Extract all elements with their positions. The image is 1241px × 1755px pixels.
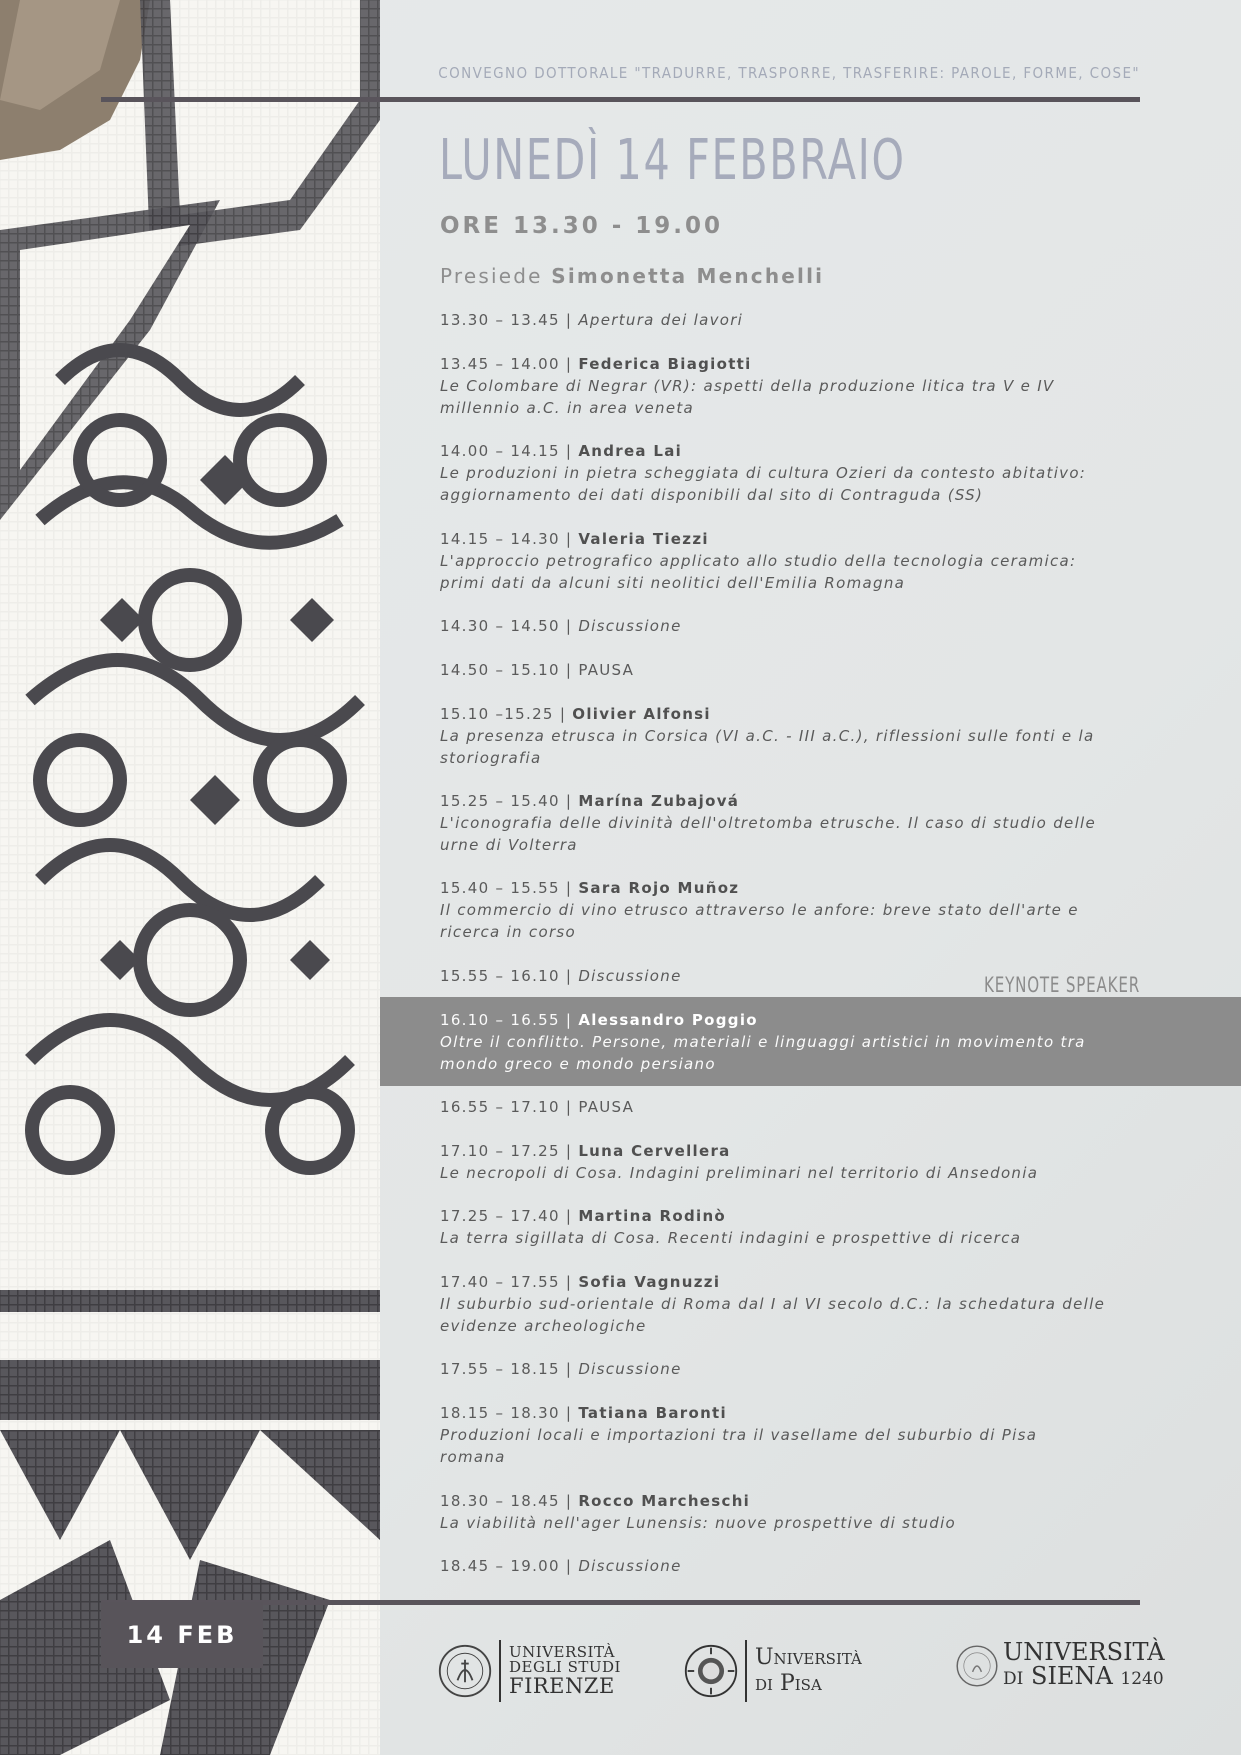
entry-title-line2: evidenze archeologiche <box>440 1317 647 1335</box>
entry-title-line2: urne di Volterra <box>440 836 578 854</box>
program-entry <box>440 1271 1140 1337</box>
program-entry <box>440 353 1140 419</box>
program-entry <box>440 440 1140 506</box>
entry-label: Discussione <box>578 1360 682 1378</box>
siena-seal-icon <box>955 1644 999 1688</box>
entry-title-line1: Le produzioni in pietra scheggiata di cultura Ozieri da contesto abitativo: <box>440 464 1087 482</box>
entry-time: 18.45 – 19.00 | <box>440 1557 573 1575</box>
conference-title: CONVEGNO DOTTORALE "TRADURRE, TRASPORRE, TRASFERIRE: PAROLE, FORME, COSE" <box>438 64 1140 82</box>
entry-time: 17.40 – 17.55 | <box>440 1273 573 1291</box>
siena-line2: SIENA <box>1031 1662 1113 1690</box>
program-entry <box>440 1555 1140 1577</box>
entry-speaker: Tatiana Baronti <box>578 1404 727 1422</box>
entry-time: 15.10 –15.25 | <box>440 705 567 723</box>
entry-speaker: Marína Zubajová <box>578 792 740 810</box>
firenze-line3: FIRENZE <box>509 1674 615 1698</box>
entry-title-line1: Il suburbio sud-orientale di Roma dal I al VI secolo d.C.: la schedatura delle <box>440 1295 1106 1313</box>
entry-title-line1: Le necropoli di Cosa. Indagini preliminari nel territorio di Ansedonia <box>440 1164 1039 1182</box>
entry-time: 16.10 – 16.55 | <box>440 1011 573 1029</box>
entry-speaker: Sofia Vagnuzzi <box>578 1273 721 1291</box>
entry-time: 14.50 – 15.10 | <box>440 661 573 679</box>
entry-label: Discussione <box>578 617 682 635</box>
entry-title-line1: L'approccio petrografico applicato allo studio della tecnologia ceramica: <box>440 552 1077 570</box>
program-entry <box>440 1490 1140 1534</box>
program-entry <box>440 309 1140 331</box>
session-chair <box>440 264 824 288</box>
entry-title-line2: aggiornamento dei dati disponibili dal sito di Contraguda (SS) <box>440 486 984 504</box>
keynote-label: KEYNOTE SPEAKER <box>983 973 1140 997</box>
entry-speaker: Andrea Lai <box>578 442 683 460</box>
program-entry <box>440 790 1140 856</box>
top-divider <box>101 97 1140 102</box>
entry-speaker: Luna Cervellera <box>578 1142 731 1160</box>
program-entry <box>440 703 1140 769</box>
program-entry <box>440 1402 1140 1468</box>
firenze-seal-icon <box>437 1643 493 1699</box>
entry-time: 17.25 – 17.40 | <box>440 1207 573 1225</box>
entry-speaker: Alessandro Poggio <box>578 1011 758 1029</box>
logo-universita-pisa <box>683 1640 862 1702</box>
logo-universita-firenze <box>437 1640 621 1702</box>
program-entry <box>440 1096 1140 1118</box>
siena-year: 1240 <box>1120 1669 1164 1689</box>
entry-label: Apertura dei lavori <box>578 311 744 329</box>
entry-label: Discussione <box>578 1557 682 1575</box>
logo-divider <box>499 1640 501 1702</box>
entry-title-line1: Oltre il conflitto. Persone, materiali e linguaggi artistici in movimento tra <box>440 1033 1086 1051</box>
logo-divider <box>745 1640 747 1702</box>
entry-time: 13.45 – 14.00 | <box>440 355 573 373</box>
program-entry <box>440 659 1140 681</box>
date-badge: 14 FEB <box>101 1602 263 1668</box>
firenze-line1: UNIVERSITÀ <box>509 1643 615 1661</box>
entry-time: 16.55 – 17.10 | <box>440 1098 573 1116</box>
entry-time: 14.00 – 14.15 | <box>440 442 573 460</box>
day-title: LUNEDÌ 14 FEBBRAIO <box>439 128 906 193</box>
entry-time: 15.25 – 15.40 | <box>440 792 573 810</box>
firenze-line2: DEGLI STUDI <box>509 1658 621 1676</box>
entry-title-line2: primi dati da alcuni siti neolitici dell'Emilia Romagna <box>440 574 906 592</box>
entry-speaker: Rocco Marcheschi <box>578 1492 751 1510</box>
entry-title-line2: romana <box>440 1448 506 1466</box>
program-entry-keynote <box>440 1009 1140 1075</box>
mosaic-floor-image <box>0 0 380 1755</box>
chair-name: Simonetta Menchelli <box>551 264 825 288</box>
program-entry <box>440 615 1140 637</box>
entry-speaker: Olivier Alfonsi <box>572 705 711 723</box>
entry-title-line1: Le Colombare di Negrar (VR): aspetti della produzione litica tra V e IV <box>440 377 1055 395</box>
entry-plain: PAUSA <box>578 1098 635 1116</box>
logo-universita-siena <box>955 1640 1165 1691</box>
entry-speaker: Sara Rojo Muñoz <box>578 879 740 897</box>
entry-time: 17.55 – 18.15 | <box>440 1360 573 1378</box>
siena-line2-prefix: DI <box>1003 1669 1024 1689</box>
entry-title-line1: L'iconografia delle divinità dell'oltretomba etrusche. Il caso di studio delle <box>440 814 1097 832</box>
entry-title-line1: Produzioni locali e importazioni tra il vasellame del suburbio di Pisa <box>440 1426 1038 1444</box>
program-entry <box>440 965 1140 987</box>
program-entry <box>440 528 1140 594</box>
pisa-seal-icon <box>683 1643 739 1699</box>
entry-speaker: Valeria Tiezzi <box>578 530 709 548</box>
program-entry <box>440 877 1140 943</box>
program-entry <box>440 1205 1140 1249</box>
entry-time: 15.55 – 16.10 | <box>440 967 573 985</box>
session-hours: ORE 13.30 - 19.00 <box>440 213 724 239</box>
siena-line1: UNIVERSITÀ <box>1003 1638 1165 1666</box>
entry-speaker: Federica Biagiotti <box>578 355 752 373</box>
entry-title-line2: mondo greco e mondo persiano <box>440 1055 716 1073</box>
entry-plain: PAUSA <box>578 661 635 679</box>
entry-title-line1: La viabilità nell'ager Lunensis: nuove prospettive di studio <box>440 1514 957 1532</box>
program-entry <box>440 1140 1140 1184</box>
entry-time: 17.10 – 17.25 | <box>440 1142 573 1160</box>
program-entry <box>440 1358 1140 1380</box>
entry-time: 18.15 – 18.30 | <box>440 1404 573 1422</box>
entry-time: 18.30 – 18.45 | <box>440 1492 573 1510</box>
entry-time: 14.30 – 14.50 | <box>440 617 573 635</box>
entry-speaker: Martina Rodinò <box>578 1207 727 1225</box>
entry-title-line1: La presenza etrusca in Corsica (VI a.C. - III a.C.), riflessioni sulle fonti e la <box>440 727 1095 745</box>
entry-label: Discussione <box>578 967 682 985</box>
entry-title-line2: storiografia <box>440 749 542 767</box>
entry-title-line1: La terra sigillata di Cosa. Recenti indagini e prospettive di ricerca <box>440 1229 1022 1247</box>
chair-prefix: Presiede <box>440 264 543 288</box>
entry-title-line1: Il commercio di vino etrusco attraverso le anfore: breve stato dell'arte e <box>440 901 1079 919</box>
entry-title-line2: ricerca in corso <box>440 923 577 941</box>
entry-time: 13.30 – 13.45 | <box>440 311 573 329</box>
entry-time: 15.40 – 15.55 | <box>440 879 573 897</box>
pisa-line2: di Pisa <box>755 1671 822 1696</box>
entry-time: 14.15 – 14.30 | <box>440 530 573 548</box>
entry-title-line2: millennio a.C. in area veneta <box>440 399 695 417</box>
pisa-line1: Università <box>755 1645 862 1670</box>
